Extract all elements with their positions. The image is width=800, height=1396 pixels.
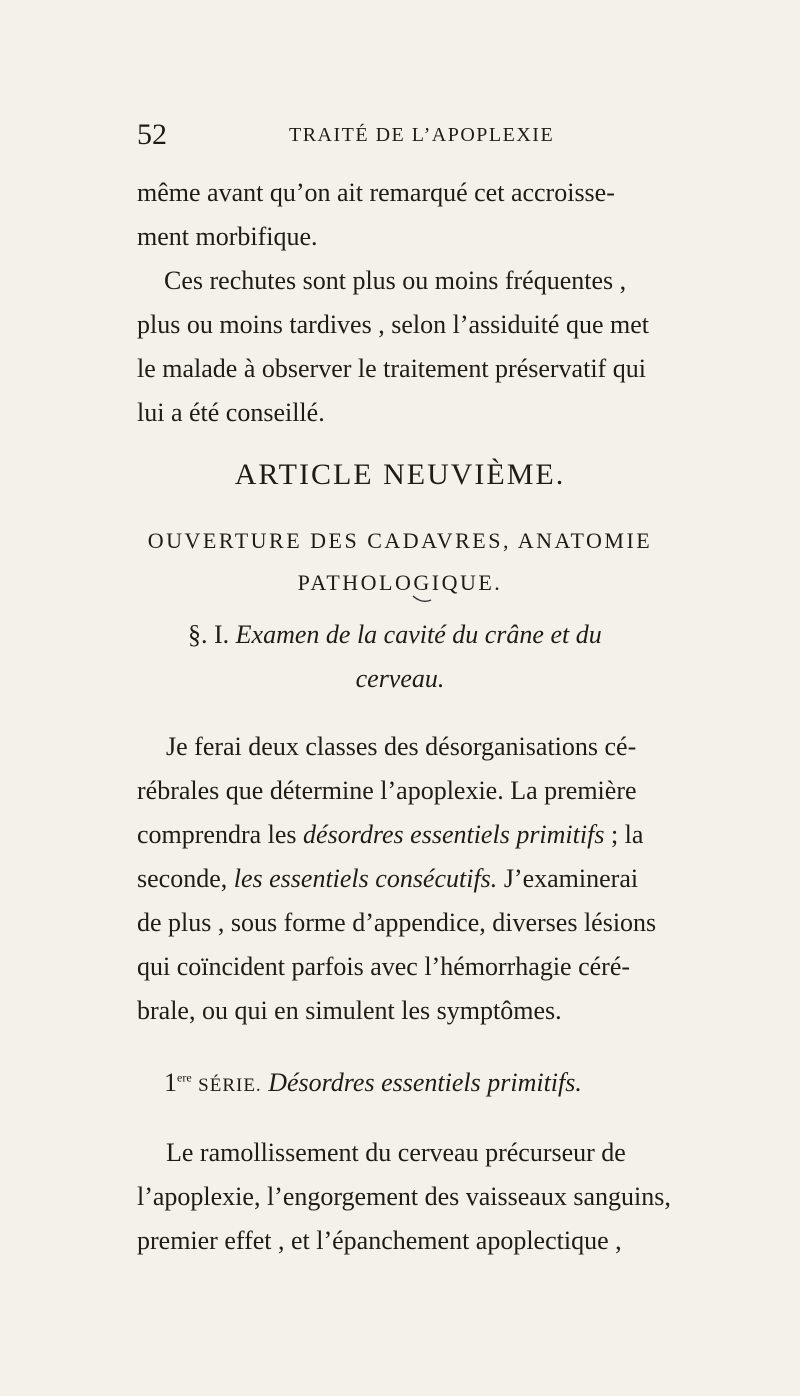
serie-heading <box>164 1068 582 1098</box>
text-line: l’apoplexie, l’engorgement des vaisseaux sanguins, <box>137 1182 671 1211</box>
text-line: de plus , sous forme d’appendice, diverses lésions <box>137 908 657 937</box>
text-line: Le ramollissement du cerveau précurseur de <box>166 1138 626 1167</box>
text-line: plus ou moins tardives , selon l’assiduité que met <box>137 310 649 339</box>
page-header <box>137 118 697 158</box>
text-line: ment morbifique. <box>137 222 318 251</box>
text-line: même avant qu’on ait remarqué cet accroisse- <box>137 178 615 207</box>
page-number: 52 <box>137 118 167 151</box>
section-title: Examen de la cavité du crâne et du <box>235 620 602 649</box>
text-line: lui a été conseillé. <box>137 398 325 427</box>
italic-term: les essentiels consécutifs. <box>233 864 498 893</box>
serie-ordinal: ere <box>177 1070 192 1085</box>
text-line: brale, ou qui en simulent les symptômes. <box>137 996 562 1025</box>
serie-title: Désordres essentiels primitifs. <box>268 1068 582 1097</box>
article-title: ARTICLE NEUVIÈME. <box>234 458 566 491</box>
section-label: §. I. <box>188 620 230 649</box>
italic-term: désordres essentiels primitifs <box>303 820 605 849</box>
text-line: le malade à observer le traitement préservatif qui <box>137 354 646 383</box>
article-subtitle-cont: PATHOLOGIQUE. <box>297 570 503 595</box>
text-line: premier effet , et l’épanchement apoplectique , <box>137 1226 622 1255</box>
section-title-cont: cerveau. <box>355 664 445 693</box>
text-line: rébrales que détermine l’apoplexie. La première <box>137 776 637 805</box>
text-line: Ces rechutes sont plus ou moins fréquentes , <box>164 266 627 295</box>
text-line: seconde, les essentiels consécutifs. J’examinerai <box>137 864 639 893</box>
running-title: TRAITÉ DE L’APOPLEXIE <box>289 124 555 146</box>
section-heading <box>188 620 602 650</box>
serie-number: 1 <box>164 1068 177 1097</box>
text-line: qui coïncident parfois avec l’hémorrhagie céré- <box>137 952 631 981</box>
text-line: Je ferai deux classes des désorganisations cé- <box>166 732 637 761</box>
article-subtitle: OUVERTURE DES CADAVRES, ANATOMIE <box>147 528 653 553</box>
ornament-icon <box>412 594 432 604</box>
serie-label: SÉRIE. <box>198 1075 262 1096</box>
text-line: comprendra les désordres essentiels primitifs ; la <box>137 820 644 849</box>
